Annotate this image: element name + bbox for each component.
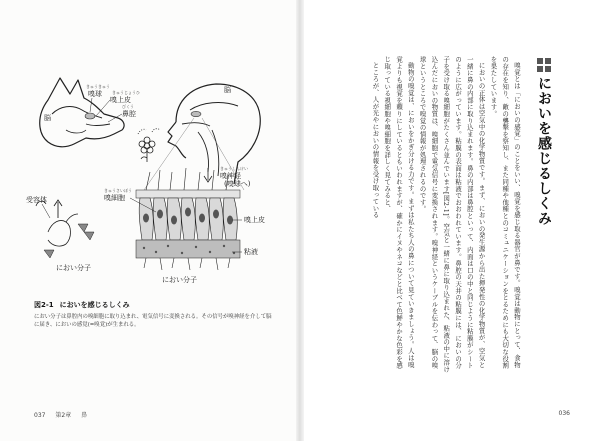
section-heading xyxy=(534,58,554,226)
caption-body: におい分子は鼻腔内の嗅細胞に取り込まれ、電気信号に変換される。その信号が嗅神経を介して脳に届き、においの感覚(=嗅覚)が生まれる。 xyxy=(34,314,272,329)
body-paragraph: ところが、人が光やにおいの情報を受け取っている xyxy=(371,62,380,219)
flower-icon xyxy=(138,129,160,162)
section-heading-text: においを感じるしくみ xyxy=(536,76,552,226)
label-olfactory-bulb: 嗅球 xyxy=(88,90,102,98)
ruby-olfactory-nerve: きゅうしんけい xyxy=(220,166,248,171)
label-receptor: 受容体 xyxy=(26,196,47,204)
book-gutter xyxy=(296,0,304,441)
label-nasal-cavity: 鼻腔 xyxy=(122,110,136,118)
label-odor-molecule-right: におい分子 xyxy=(162,276,197,284)
body-text xyxy=(318,56,522,374)
label-epithelium-detail: 嗅上皮 xyxy=(244,216,265,224)
label-mucus: 粘液 xyxy=(244,248,258,256)
chapter-label: 第2章 xyxy=(55,412,72,419)
label-brain-right: 脳 xyxy=(224,86,231,94)
page-number-left: 037 xyxy=(34,412,46,419)
ruby-olfactory-bulb: きゅうきゅう xyxy=(86,84,110,89)
label-olfactory-nerve: 嗅神経 xyxy=(220,172,241,180)
footer-right xyxy=(559,410,570,417)
ruby-olfactory-epithelium: きゅうじょうひ xyxy=(112,90,140,95)
figure-olfaction-diagram xyxy=(26,72,280,294)
caption-title-row xyxy=(34,300,274,310)
label-olfactory-epithelium: 嗅上皮 xyxy=(110,96,131,104)
page-number-right: 036 xyxy=(558,410,570,417)
label-receptor-cell: 嗅細胞 xyxy=(104,194,125,202)
dog-head-illustration xyxy=(40,78,124,147)
caption-figure-number: 図2-1 xyxy=(34,301,54,309)
body-paragraph: においの正体は空気中の化学物質です。まず、においの発生源から出た揮発性の化学物質が、空気と一緒に鼻の内部に取り込まれます。鼻の内部は鼻腔といって、内面は口の中と同じように粘膜がシートのように広がっています。粘膜の表面は粘液でおおわれています。鼻腔の天井の粘膜には、においの分子を受け取る嗅細胞がたくさん並んでいます[図2-1]。空気と一緒に鼻に取り込まれた、粘液の中に溶け込んだにおいの物質は、嗅細胞で電気信号に変換されます。嗅神経というケーブルを伝わって、脳の嗅球というところで嗅覚の情報が処理されるのです。 xyxy=(418,56,486,373)
label-brain-left: 脳 xyxy=(44,114,51,122)
heading-square-icon xyxy=(537,58,551,72)
caption-title: においを感じるしくみ xyxy=(59,301,130,309)
body-paragraph: 嗅覚とは「においの感覚」のことをいい、嗅覚を感じ取る器官が鼻です。嗅覚は動物にとって、食物の存在を知り、敵の襲撃を察知し、また同種や他種とのコミュニケーションをとるためにも大切な役割を果たしています。 xyxy=(489,56,521,369)
label-to-olfactory-bulb: (嗅球へ) xyxy=(224,180,251,188)
label-odor-molecule-left: におい分子 xyxy=(56,264,91,272)
footer-left xyxy=(34,410,95,419)
figure-caption xyxy=(34,300,274,330)
body-paragraph: 動物の嗅覚は、においをかぎ分ける力です。まずは私たち人の鼻について見ていきましょう。人は嗅覚よりも視覚を頼りにしているともいわれますが、確かにイヌやネコなどと比べて色鮮やかな色彩を感じ取っている視細胞や嗅細胞を詳しく見てみると、 xyxy=(383,56,415,369)
chapter-title: 鼻 xyxy=(81,412,88,419)
ruby-receptor-cell: きゅうさいぼう xyxy=(104,188,132,193)
ruby-nasal-cavity: びくう xyxy=(122,104,134,109)
